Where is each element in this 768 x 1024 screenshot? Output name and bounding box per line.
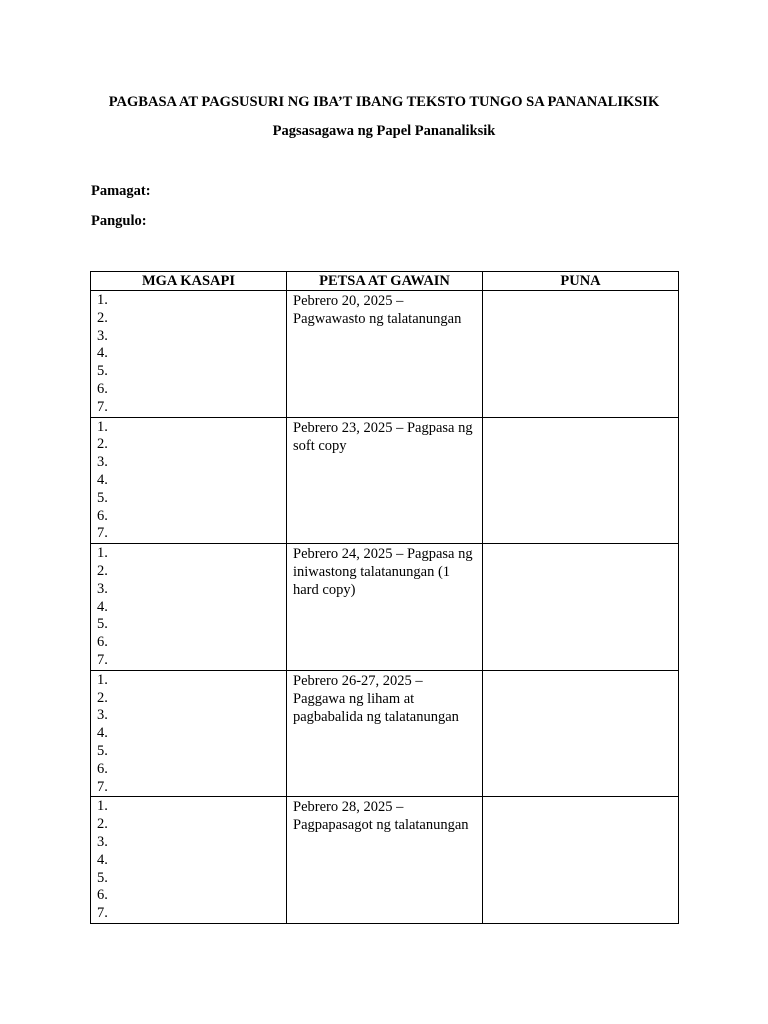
member-number: 1. xyxy=(97,292,108,308)
member-number: 6. xyxy=(97,634,108,651)
members-cell xyxy=(91,544,287,671)
member-number: 3. xyxy=(97,833,108,850)
member-number: 4. xyxy=(97,851,108,868)
member-number: 4. xyxy=(97,725,108,742)
member-number: 7. xyxy=(97,398,108,415)
member-number: 3. xyxy=(97,454,108,471)
activity-cell xyxy=(287,417,483,544)
activity-cell xyxy=(287,291,483,418)
header-puna: PUNA xyxy=(483,272,679,291)
member-number: 1. xyxy=(97,798,108,815)
member-number: 2. xyxy=(97,689,108,706)
members-cell xyxy=(91,417,287,544)
puna-cell xyxy=(483,291,679,418)
member-number: 5. xyxy=(97,616,108,633)
member-number-list xyxy=(97,292,280,417)
table-row xyxy=(91,291,679,418)
member-number: 4. xyxy=(97,598,108,615)
members-cell xyxy=(91,291,287,418)
activity-text: Pebrero 20, 2025 – Pagwawasto ng talatanungan xyxy=(293,293,462,327)
member-number: 2. xyxy=(97,436,108,453)
members-cell xyxy=(91,670,287,797)
puna-cell xyxy=(483,544,679,671)
pamagat-label: Pamagat: xyxy=(91,183,151,199)
member-number: 3. xyxy=(97,707,108,724)
pangulo-label: Pangulo: xyxy=(91,213,147,229)
member-number: 7. xyxy=(97,525,108,542)
member-number: 7. xyxy=(97,905,108,922)
member-number: 5. xyxy=(97,363,108,380)
header-petsa-at-gawain: PETSA AT GAWAIN xyxy=(287,272,483,291)
table-row xyxy=(91,670,679,797)
member-number: 7. xyxy=(97,778,108,795)
puna-cell xyxy=(483,670,679,797)
member-number-list xyxy=(97,798,280,923)
member-number: 1. xyxy=(97,418,108,435)
table-row xyxy=(91,544,679,671)
member-number-list xyxy=(97,545,280,670)
activity-cell xyxy=(287,544,483,671)
member-number: 2. xyxy=(97,562,108,579)
puna-cell xyxy=(483,797,679,924)
member-number: 2. xyxy=(97,309,108,326)
member-number: 5. xyxy=(97,869,108,886)
member-number: 4. xyxy=(97,471,108,488)
member-number: 6. xyxy=(97,887,108,904)
activity-cell xyxy=(287,797,483,924)
table-row xyxy=(91,797,679,924)
member-number: 5. xyxy=(97,742,108,759)
puna-cell xyxy=(483,417,679,544)
activity-cell xyxy=(287,670,483,797)
activity-text: Pebrero 26-27, 2025 – Paggawa ng liham at pagbabalida ng talatanungan xyxy=(293,672,459,725)
member-number-list xyxy=(97,672,280,797)
member-number: 5. xyxy=(97,489,108,506)
document-subtitle: Pagsasagawa ng Papel Pananaliksik xyxy=(272,123,496,139)
activity-text: Pebrero 23, 2025 – Pagpasa ng soft copy xyxy=(293,419,473,454)
member-number: 3. xyxy=(97,327,108,344)
member-number: 6. xyxy=(97,380,108,397)
schedule-table xyxy=(90,271,679,924)
member-number: 7. xyxy=(97,651,108,668)
activity-text: Pebrero 24, 2025 – Pagpasa ng iniwastong talatanungan (1 hard copy) xyxy=(293,546,473,599)
member-number: 1. xyxy=(97,671,108,688)
member-number: 4. xyxy=(97,345,108,362)
member-number: 6. xyxy=(97,507,108,524)
member-number: 6. xyxy=(97,760,108,777)
member-number: 2. xyxy=(97,816,108,833)
member-number-list xyxy=(97,419,280,544)
header-mga-kasapi: MGA KASAPI xyxy=(91,272,287,291)
members-cell xyxy=(91,797,287,924)
table-header-row xyxy=(91,272,679,291)
table-row xyxy=(91,417,679,544)
member-number: 1. xyxy=(97,545,108,562)
activity-text: Pebrero 28, 2025 – Pagpapasagot ng talatanungan xyxy=(293,799,469,834)
member-number: 3. xyxy=(97,580,108,597)
document-title: PAGBASA AT PAGSUSURI NG IBA’T IBANG TEKSTO TUNGO SA PANANALIKSIK xyxy=(108,94,660,110)
